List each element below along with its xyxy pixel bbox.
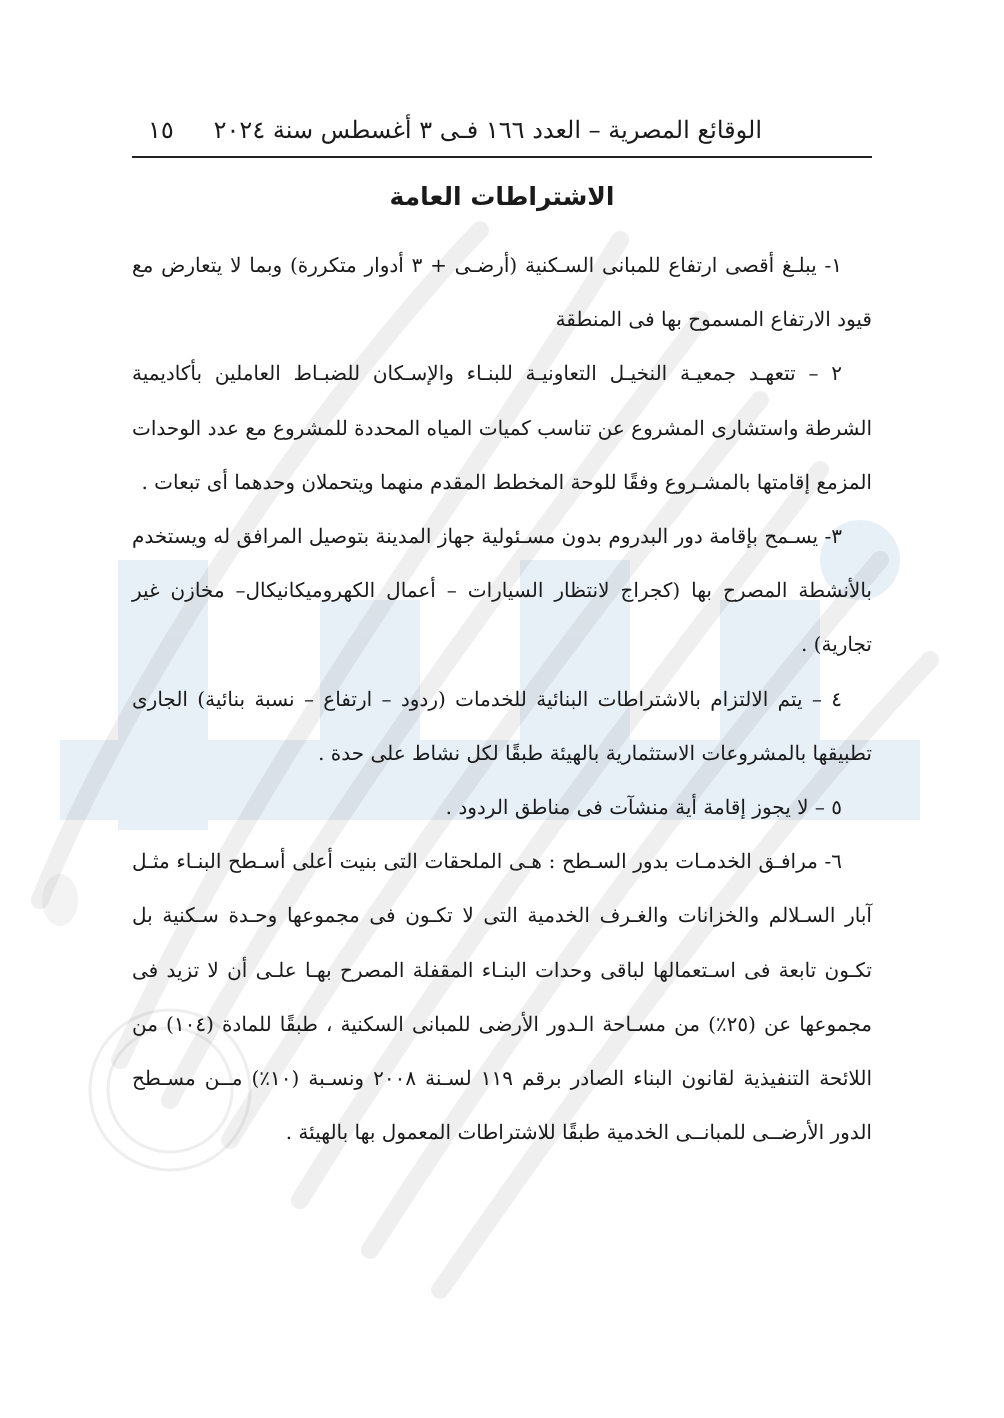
paragraph-6: ٦- مرافـق الخدمـات بدور السـطح : هـى الملحقات التى بنيت أعلى أسـطح البنـاء مثـل آبار السـلالم والخزانات والغـرف الخدمية التى لا تكـون فى مجموعها وحـدة سـكنية بل تكـون تابعة فى اسـتعمالها لباقى وحدات البنـاء المقفلة المصرح بهـا علـى أن لا تزيد فى مجموعها عن (٢٥٪) من مسـاحة الـدور الأرضى للمبانى السكنية ، طبقًا للمادة (١٠٤) من اللائحة التنفيذية لقانون البناء الصادر برقم ١١٩ لسـنة ٢٠٠٨ ونسـبة (١٠٪) مــن مسـطح الدور الأرضــى للمبانــى الخدمية طبقًا للاشتراطات المعمول بها بالهيئة . bbox=[132, 849, 872, 1145]
document-body bbox=[132, 238, 872, 1159]
header-divider bbox=[132, 156, 872, 158]
paragraph-1: ١- يبلـغ أقصى ارتفاع للمبانى السـكنية (أرضـى + ٣ أدوار متكررة) وبما لا يتعارض مع قيود الارتفاع المسموح بها فى المنطقة bbox=[132, 253, 872, 332]
section-title: الاشتراطات العامة bbox=[389, 182, 615, 211]
page-number: ١٥ bbox=[148, 116, 174, 144]
running-header bbox=[132, 112, 872, 152]
header-title: الوقائع المصرية – العدد ١٦٦ فـى ٣ أغسطس سنة ٢٠٢٤ bbox=[213, 116, 762, 144]
paragraph-5: ٥ – لا يجوز إقامة أية منشآت فى مناطق الردود . bbox=[445, 795, 842, 820]
paragraph-2: ٢ – تتعهـد جمعيـة النخيـل التعاونيـة للبنـاء والإسـكان للضبـاط العاملين بأكاديمية الشرطة واستشارى المشروع عن تناسب كميات المياه المحددة للمشروع مع عدد الوحدات المزمع إقامتها بالمشـروع وفقًا للوحة المخطط المقدم منهما ويتحملان وحدهما أى تبعات . bbox=[132, 361, 872, 494]
paragraph-4: ٤ – يتم الالتزام بالاشتراطات البنائية للخدمات (ردود – ارتفاع – نسبة بنائية) الجارى تطبيقها بالمشروعات الاستثمارية بالهيئة طبقًا لكل نشاط على حدة . bbox=[132, 686, 872, 765]
paragraph-3: ٣- يسـمح بإقامة دور البدروم بدون مسـئولية جهاز المدينة بتوصيل المرافق له ويستخدم بالأنشطة المصرح بها (كجراج لانتظار السيارات – أعمال الكهروميكانيكال– مخازن غير تجارية) . bbox=[132, 524, 872, 657]
